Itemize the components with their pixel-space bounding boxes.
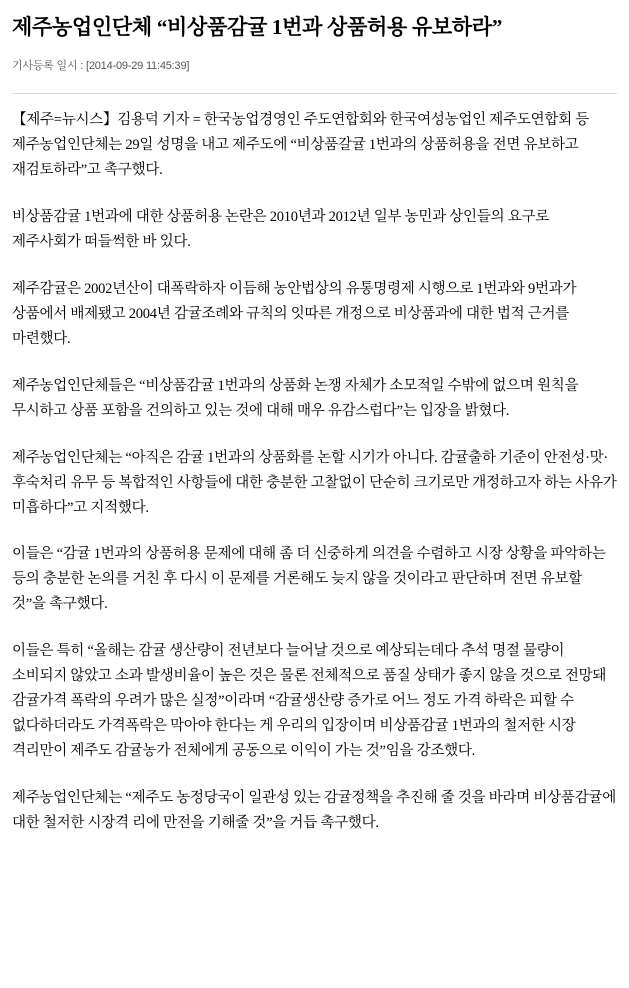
article-paragraph: 【제주=뉴시스】김용덕 기자 = 한국농업경영인 주도연합회와 한국여성농업인 제주도연합회 등 제주농업인단체는 29일 성명을 내고 제주도에 “비상품갈귤 1번과의 상품허용을 전면 유보하고 재검토하라”고 촉구했다. — [12, 112, 589, 179]
article-paragraph: 제주농업인단체는 “아직은 감귤 1번과의 상품화를 논할 시기가 아니다. 감귤출하 기준이 안전성·맛·후숙처리 유무 등 복합적인 사항들에 대한 충분한 고찰없이 단순히 크기로만 개정하고자 하는 사유가 미흡하다”고 지적했다. — [12, 449, 617, 516]
article-paragraph: 이들은 특히 “올해는 감귤 생산량이 전년보다 늘어날 것으로 예상되는데다 추석 명절 물량이 소비되지 않았고 소과 발생비율이 높은 것은 물론 전체적으로 품질 상태가 좋지 않을 것으로 전망돼 감귤가격 폭락의 우려가 많은 실정”이라며 “감귤생산량 증가로 어느 정도 가격 하락은 피할 수 없다하더라도 가격폭락은 막아야 한다는 게 우리의 입장이며 비상품감귤 1번과의 철저한 시장 격리만이 제주도 감귤농가 전체에게 공동으로 이익이 가는 것”임을 강조했다. — [12, 643, 607, 759]
byline-row — [12, 56, 617, 79]
article-paragraph: 비상품감귤 1번과에 대한 상품허용 논란은 2010년과 2012년 일부 농민과 상인들의 요구로 제주사회가 떠들썩한 바 있다. — [12, 209, 549, 250]
article-paragraph: 제주농업인단체는 “제주도 농정당국이 일관성 있는 감귤정책을 추진해 줄 것을 바라며 비상품감귤에 대한 철저한 시장격 리에 만전을 기해줄 것”을 거듭 촉구했다. — [12, 789, 616, 831]
page-title: 제주농업인단체 “비상품감귤 1번과 상품허용 유보하라” — [12, 15, 503, 39]
article-paragraph: 제주감귤은 2002년산이 대폭락하자 이듬해 농안법상의 유통명령제 시행으로 1번과와 9번과가 상품에서 배제됐고 2004년 감귤조례와 규칙의 잇따른 개정으로 비상품과에 대한 법적 근거를 마련했다. — [12, 280, 577, 347]
article-body — [12, 108, 617, 836]
divider — [12, 93, 617, 94]
article-paragraph: 이들은 “감귤 1번과의 상품허용 문제에 대해 좀 더 신중하게 의견을 수렴하고 시장 상황을 파악하는 등의 충분한 논의를 거친 후 다시 이 문제를 거론해도 늦지 않을 것이라고 판단하며 전면 유보할 것”을 촉구했다. — [12, 546, 606, 613]
article-paragraph: 제주농업인단체들은 “비상품감귤 1번과의 상품화 논쟁 자체가 소모적일 수밖에 없으며 원칙을 무시하고 상품 포함을 건의하고 있는 것에 대해 매우 유감스럽다”는 입장을 밝혔다. — [12, 377, 579, 419]
article-timestamp: 기사등록 일시 : [2014-09-29 11:45:39] — [12, 60, 190, 73]
